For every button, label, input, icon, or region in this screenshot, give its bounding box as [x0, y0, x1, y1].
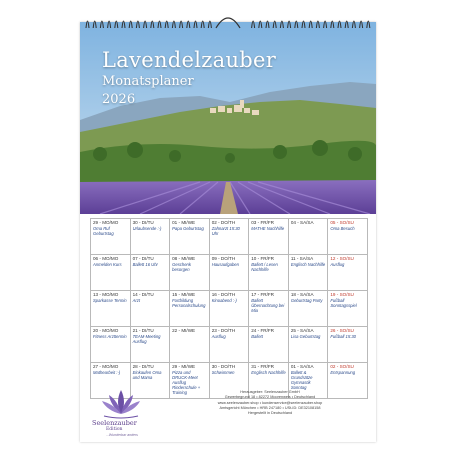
- day-label: 11 - SA/SA: [290, 256, 314, 261]
- day-label: 24 - FR/FR: [251, 328, 274, 333]
- spiral-ring: [136, 21, 139, 28]
- spiral-ring: [309, 21, 312, 28]
- day-note: Englisch Nachhilfe: [290, 262, 326, 267]
- day-label: 28 - DI/TU: [132, 364, 154, 369]
- day-label: 06 - MO/MO: [93, 256, 119, 261]
- day-label: 10 - FR/FR: [251, 256, 274, 261]
- day-cell[interactable]: [249, 255, 289, 291]
- day-note: Ballett: [251, 334, 263, 339]
- day-note: Anmelden Kurs: [93, 262, 122, 267]
- day-label: 26 - SO/SU: [330, 328, 354, 333]
- spiral-ring: [331, 21, 334, 28]
- spiral-ring: [129, 21, 132, 28]
- day-note: Hausaufgaben: [211, 262, 239, 267]
- spiral-ring: [108, 21, 111, 28]
- day-cell[interactable]: [328, 219, 368, 255]
- brand-logo: [90, 386, 152, 436]
- spiral-ring: [288, 21, 291, 28]
- spiral-ring: [273, 21, 276, 28]
- day-cell[interactable]: [91, 291, 131, 327]
- publisher-info: [190, 390, 350, 416]
- day-note: Pizza und DRUCK-Meet Ausflug Rinderschule + Training: [172, 370, 201, 395]
- day-cell[interactable]: [91, 255, 131, 291]
- publisher-line: Herausgeber: Seelenzauber GmbH: [240, 390, 300, 394]
- day-note: Ballett / Lesen Nachhilfe: [251, 262, 278, 272]
- spiral-ring: [86, 21, 89, 28]
- day-note: Fortbildung Personalschulung: [172, 298, 206, 308]
- brand-name: Seelenzauber: [92, 419, 137, 427]
- day-note: Ballett 16 Uhr: [132, 262, 158, 267]
- lotus-icon: [90, 386, 152, 420]
- day-cell[interactable]: [170, 327, 210, 363]
- day-note: Mathearbeit :-): [93, 370, 121, 375]
- spiral-ring: [345, 21, 348, 28]
- month-grid: [90, 218, 368, 399]
- publisher-line: www.seelenzauber.shop • kundenservice@seelenzauber.shop: [217, 400, 323, 405]
- day-label: 01 - MI/WE: [172, 220, 196, 225]
- day-cell[interactable]: [328, 327, 368, 363]
- spiral-ring: [360, 21, 363, 28]
- day-cell[interactable]: [209, 219, 249, 255]
- day-label: 12 - SO/SU: [330, 256, 354, 261]
- week-row: [91, 255, 368, 291]
- day-label: 14 - DI/TU: [132, 292, 154, 297]
- spiral-ring: [201, 21, 204, 28]
- calendar-year: 2026: [102, 92, 136, 107]
- brand-tagline: ...Wunderbar anders: [106, 433, 138, 437]
- hanger-hook: [216, 18, 240, 28]
- spiral-ring: [324, 21, 327, 28]
- day-cell[interactable]: [209, 291, 249, 327]
- day-label: 13 - MO/MO: [93, 292, 119, 297]
- spiral-ring: [316, 21, 319, 28]
- day-label: 09 - DO/TH: [211, 256, 236, 261]
- day-note: Fußball 15:30: [330, 334, 356, 339]
- day-note: Lisa Geburtstag: [290, 334, 321, 339]
- day-cell[interactable]: [328, 255, 368, 291]
- day-note: Ausflug: [211, 334, 226, 339]
- spiral-ring: [122, 21, 125, 28]
- day-note: Geburtstag Party: [290, 298, 323, 303]
- cover-photo: [80, 22, 376, 214]
- day-note: Ballett & Grundsätze Gymnastik Sonntag: [290, 370, 313, 390]
- day-note: Entspannung: [330, 370, 356, 375]
- day-note: Fußball Sonntagsspiel: [330, 298, 357, 308]
- calendar-title: Lavendelzauber: [102, 48, 277, 72]
- day-note: Zahnarzt 15:30 Uhr: [211, 226, 240, 236]
- day-label: 08 - MI/WE: [172, 256, 196, 261]
- footer: [90, 384, 368, 438]
- day-cell[interactable]: [91, 219, 131, 255]
- day-cell[interactable]: [249, 291, 289, 327]
- spiral-ring: [367, 21, 370, 28]
- day-label: 17 - FR/FR: [251, 292, 274, 297]
- day-label: 23 - DO/TH: [211, 328, 236, 333]
- spiral-ring: [280, 21, 283, 28]
- publisher-line: Amtsgericht München • HRB 247180 • USt-ID: DE32108158: [219, 405, 321, 410]
- day-cell[interactable]: [130, 219, 170, 255]
- day-cell[interactable]: [170, 255, 210, 291]
- spiral-ring: [295, 21, 298, 28]
- day-cell[interactable]: [130, 255, 170, 291]
- spiral-ring: [266, 21, 269, 28]
- day-cell[interactable]: [288, 291, 328, 327]
- day-cell[interactable]: [130, 327, 170, 363]
- spiral-ring: [115, 21, 118, 28]
- day-note: Arzt: [132, 298, 141, 303]
- day-label: 15 - MI/WE: [172, 292, 196, 297]
- day-label: 22 - MI/WE: [172, 328, 196, 333]
- day-note: Urlaubsende :-): [132, 226, 162, 231]
- day-note: Geschenk besorgen: [172, 262, 191, 272]
- day-label: 05 - SO/SU: [330, 220, 354, 225]
- spiral-ring: [302, 21, 305, 28]
- week-row: [91, 291, 368, 327]
- day-cell[interactable]: [249, 219, 289, 255]
- day-note: Oma Besuch: [330, 226, 355, 231]
- day-cell[interactable]: [209, 327, 249, 363]
- day-label: 29 - MI/WE: [172, 364, 196, 369]
- spiral-ring: [151, 21, 154, 28]
- day-cell[interactable]: [209, 255, 249, 291]
- day-cell[interactable]: [328, 291, 368, 327]
- spiral-ring: [180, 21, 183, 28]
- day-label: 01 - SA/SA: [290, 364, 314, 369]
- day-note: Einkaufen Oma und Mama: [132, 370, 162, 380]
- week-row: [91, 327, 368, 363]
- day-label: 02 - DO/TH: [211, 220, 236, 225]
- week-row: [91, 219, 368, 255]
- spiral-ring: [194, 21, 197, 28]
- day-note: Ballett Übernachtung bei Mia: [251, 298, 285, 313]
- day-note: MATHE Nachhilfe: [251, 226, 285, 231]
- day-note: Kinoabend :-): [211, 298, 237, 303]
- day-label: 30 - DO/TH: [211, 364, 236, 369]
- day-cell[interactable]: [170, 291, 210, 327]
- spiral-ring: [187, 21, 190, 28]
- day-note: Papa Geburtstag: [172, 226, 204, 231]
- publisher-line: Gewerbegrund 18 • 82272 Moorenweis • Deutschland: [224, 395, 316, 400]
- day-label: 16 - DO/TH: [211, 292, 236, 297]
- spiral-ring: [208, 21, 211, 28]
- day-cell[interactable]: [288, 255, 328, 291]
- spiral-ring: [172, 21, 175, 28]
- day-note: Schwimmen: [211, 370, 235, 375]
- day-note: Fitness Arzttermin: [93, 334, 127, 339]
- spiral-ring: [100, 21, 103, 28]
- day-cell[interactable]: [288, 327, 328, 363]
- day-cell[interactable]: [249, 327, 289, 363]
- day-label: 19 - SO/SU: [330, 292, 354, 297]
- day-note: Englisch Nachhilfe: [251, 370, 286, 375]
- spiral-ring: [165, 21, 168, 28]
- spiral-ring: [352, 21, 355, 28]
- day-label: 18 - SA/SA: [290, 292, 314, 297]
- day-label: 21 - DI/TU: [132, 328, 154, 333]
- day-cell[interactable]: [170, 219, 210, 255]
- brand-edition: Edition: [106, 427, 123, 432]
- day-cell[interactable]: [288, 219, 328, 255]
- spiral-ring: [259, 21, 262, 28]
- day-label: 30 - DI/TU: [132, 220, 154, 225]
- spiral-ring: [338, 21, 341, 28]
- spiral-ring: [252, 21, 255, 28]
- day-note: Ausflug: [330, 262, 345, 267]
- day-label: 20 - MO/MO: [93, 328, 119, 333]
- day-label: 03 - FR/FR: [251, 220, 274, 225]
- day-label: 31 - FR/FR: [251, 364, 274, 369]
- day-note: TEAM-Meeting Ausflug: [132, 334, 161, 344]
- day-label: 07 - DI/TU: [132, 256, 154, 261]
- day-cell[interactable]: [130, 291, 170, 327]
- day-label: 04 - SA/SA: [290, 220, 314, 225]
- spiral-ring: [144, 21, 147, 28]
- spiral-ring: [93, 21, 96, 28]
- day-note: Sparkasse Termin: [93, 298, 127, 303]
- spiral-ring: [158, 21, 161, 28]
- day-label: 02 - SO/SU: [330, 364, 354, 369]
- day-label: 29 - MO/MO: [93, 220, 119, 225]
- day-cell[interactable]: [91, 327, 131, 363]
- publisher-line: Hergestellt in Deutschland: [247, 411, 293, 416]
- day-label: 25 - SA/SA: [290, 328, 314, 333]
- spiral-binding: [80, 14, 376, 30]
- day-label: 27 - MO/MO: [93, 364, 119, 369]
- day-note: Oma Ruf Geburtstag: [93, 226, 114, 236]
- calendar-subtitle: Monatsplaner: [102, 74, 194, 89]
- calendar-sheet: [80, 22, 376, 442]
